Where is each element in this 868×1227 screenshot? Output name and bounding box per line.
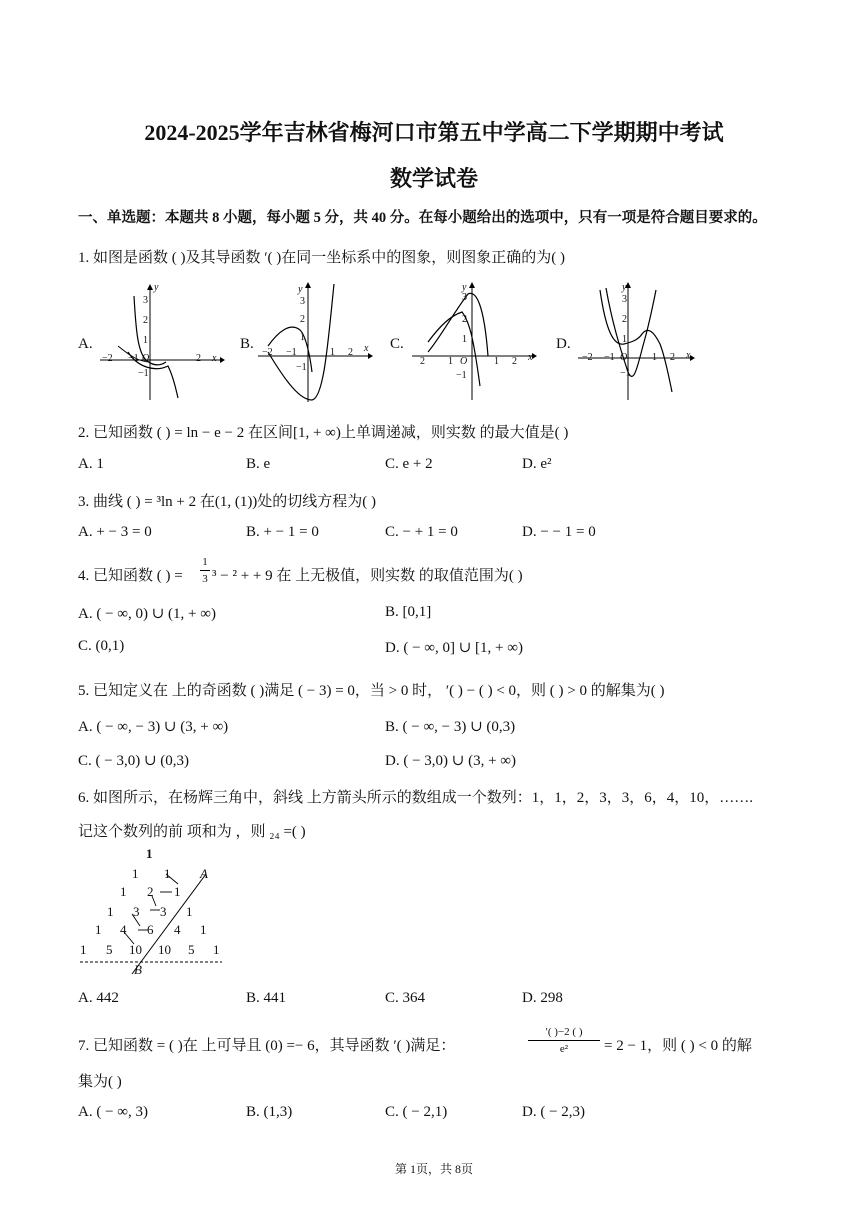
q1c-x-label: x xyxy=(528,352,533,363)
q1a-y-label: y xyxy=(154,282,159,293)
q6-stem-line1: 6. 如图所示，在杨辉三角中，斜线 上方箭头所示的数组成一个数列：1，1，2，3，3，6，4，10，……. xyxy=(78,790,754,806)
q7-frac-bar xyxy=(528,1040,600,1041)
q7-option-c: C. ( − 2,1) xyxy=(385,1104,448,1120)
q1-graph-d xyxy=(576,282,696,402)
page-footer: 第 1页，共 8页 xyxy=(394,1162,473,1176)
q1c-tick-2: 2 xyxy=(462,314,467,325)
q2-option-b: B. e xyxy=(246,456,271,472)
q1c-tick-p1: 1 xyxy=(494,356,499,367)
triangle-r4-c4: 1 xyxy=(200,922,207,937)
triangle-label-a: A xyxy=(200,866,208,881)
triangle-r5-c0: 1 xyxy=(80,942,87,957)
q4-option-a: A. ( − ∞, 0) ∪ (1, + ∞) xyxy=(78,606,216,622)
q1a-tick-p2: 2 xyxy=(196,353,201,364)
q2-stem: 2. 已知函数 ( ) = ln − e − 2 在区间[1, + ∞)上单调递减，则实数 的最大值是( ) xyxy=(78,425,569,441)
triangle-r1-c0: 1 xyxy=(132,866,139,881)
q1d-tick-p2: 2 xyxy=(670,352,675,363)
page-subtitle: 数学试卷 xyxy=(389,166,478,191)
triangle-r0-c0: 1 xyxy=(146,846,153,861)
q4-option-c: C. (0,1) xyxy=(78,638,125,654)
q1c-tick-m2: 2 xyxy=(420,356,425,367)
q7-stem-line2: 集为( ) xyxy=(78,1074,122,1090)
q1a-tick-1: 1 xyxy=(143,335,148,346)
q6-option-a: A. 442 xyxy=(78,990,119,1006)
section-header: 一、单选题：本题共 8 小题，每小题 5 分，共 40 分。在每小题给出的选项中，只有一项是符合题目要求的。 xyxy=(78,210,767,226)
page-title: 2024-2025学年吉林省梅河口市第五中学高二下学期期中考试 xyxy=(144,120,724,145)
q1b-tick-p2: 2 xyxy=(348,347,353,358)
q1a-tick-m1y: −1 xyxy=(138,368,149,379)
q1-graph-c xyxy=(410,282,538,402)
q6-option-c: C. 364 xyxy=(385,990,426,1006)
q1d-x-label: x xyxy=(686,350,691,361)
q1d-tick-1: 1 xyxy=(622,334,627,345)
q1a-tick-3: 3 xyxy=(143,295,148,306)
q2-option-a: A. 1 xyxy=(78,456,104,472)
triangle-r3-c1: 3 xyxy=(133,904,140,919)
triangle-r5-c4: 5 xyxy=(188,942,195,957)
yanghui-triangle-figure xyxy=(76,844,226,976)
q1a-tick-2: 2 xyxy=(143,315,148,326)
q1b-tick-2: 2 xyxy=(300,314,305,325)
q5-option-b: B. ( − ∞, − 3) ∪ (0,3) xyxy=(385,719,516,735)
q3-stem: 3. 曲线 ( ) = ³ln + 2 在(1, (1))处的切线方程为( ) xyxy=(78,494,377,510)
q1-graph-a xyxy=(98,282,226,400)
q5-option-d: D. ( − 3,0) ∪ (3, + ∞) xyxy=(385,753,516,769)
q7-stem-post: = 2 − 1，则 ( ) < 0 的解 xyxy=(604,1038,752,1054)
q7-frac-den: e² xyxy=(559,1043,569,1055)
q1c-tick-m1y: −1 xyxy=(456,370,467,381)
q7-frac-num: ′( )−2 ( ) xyxy=(545,1026,583,1038)
q1d-origin: O xyxy=(620,352,628,363)
q1d-tick-m2: −2 xyxy=(582,352,593,363)
q1b-x-label: x xyxy=(364,343,369,354)
q1-option-b-label: B. xyxy=(240,336,254,352)
q4-option-d: D. ( − ∞, 0] ∪ [1, + ∞) xyxy=(385,640,523,656)
q6-stem-line2: 记这个数列的前 项和为 ，则 ₂₄ =( ) xyxy=(78,824,306,840)
triangle-r3-c0: 1 xyxy=(107,904,114,919)
q1d-tick-3: 3 xyxy=(622,294,627,305)
q1b-tick-m2: −2 xyxy=(262,347,273,358)
triangle-r2-c0: 1 xyxy=(120,884,127,899)
q2-option-c: C. e + 2 xyxy=(385,456,433,472)
triangle-r5-c5: 1 xyxy=(213,942,220,957)
q1d-y-label: y xyxy=(622,282,627,293)
triangle-label-b: B xyxy=(134,962,142,977)
q1c-tick-m1: 1 xyxy=(448,356,453,367)
q7-option-b: B. (1,3) xyxy=(246,1104,293,1120)
q1b-tick-1: 1 xyxy=(300,332,305,343)
q1a-x-label: x xyxy=(212,353,217,364)
q1a-tick-m1: −1 xyxy=(128,353,139,364)
q1c-tick-p2: 2 xyxy=(512,356,517,367)
q3-option-b: B. + − 1 = 0 xyxy=(246,524,319,540)
triangle-r3-c3: 1 xyxy=(186,904,193,919)
triangle-r4-c3: 4 xyxy=(174,922,181,937)
q6-option-b: B. 441 xyxy=(246,990,287,1006)
q4-frac-den: 3 xyxy=(202,573,208,585)
q5-option-c: C. ( − 3,0) ∪ (0,3) xyxy=(78,753,190,769)
triangle-r5-c3: 10 xyxy=(158,942,171,957)
q1d-tick-p1: 1 xyxy=(652,352,657,363)
triangle-r5-c1: 5 xyxy=(106,942,113,957)
q4-frac-num: 1 xyxy=(202,556,208,568)
q7-option-a: A. ( − ∞, 3) xyxy=(78,1104,148,1120)
q1-stem: 1. 如图是函数 ( )及其导函数 ′( )在同一坐标系中的图象，则图象正确的为( ) xyxy=(78,250,566,266)
triangle-r4-c1: 4 xyxy=(120,922,127,937)
q3-option-c: C. − + 1 = 0 xyxy=(385,524,458,540)
q1c-y-label: y xyxy=(462,282,467,293)
q5-option-a: A. ( − ∞, − 3) ∪ (3, + ∞) xyxy=(78,719,229,735)
q1d-tick-2: 2 xyxy=(622,314,627,325)
triangle-r4-c0: 1 xyxy=(95,922,102,937)
q7-stem-pre: 7. 已知函数 = ( )在 上可导且 (0) =− 6，其导函数 ′( )满足： xyxy=(78,1038,456,1054)
q4-stem-pre: 4. 已知函数 ( ) = xyxy=(78,568,183,584)
q1b-tick-m1: −1 xyxy=(286,347,297,358)
q1c-tick-3: 3 xyxy=(462,292,467,303)
q1b-tick-m1y: −1 xyxy=(296,362,307,373)
q1b-y-label: y xyxy=(298,284,303,295)
q1c-tick-1: 1 xyxy=(462,334,467,345)
q6-option-d: D. 298 xyxy=(522,990,563,1006)
q4-stem-post: ³ − ² + + 9 在 上无极值，则实数 的取值范围为( ) xyxy=(212,568,523,584)
q7-option-d: D. ( − 2,3) xyxy=(522,1104,586,1120)
q1-option-c-label: C. xyxy=(390,336,404,352)
q3-option-d: D. − − 1 = 0 xyxy=(522,524,596,540)
q1a-origin: O xyxy=(142,353,150,364)
triangle-r4-c2: 6 xyxy=(147,922,154,937)
q1-option-a-label: A. xyxy=(78,336,93,352)
q3-option-a: A. + − 3 = 0 xyxy=(78,524,152,540)
triangle-r2-c1: 2 xyxy=(147,884,154,899)
q1d-tick-m1: −1 xyxy=(604,352,615,363)
q2-option-d: D. e² xyxy=(522,456,552,472)
q4-option-b: B. [0,1] xyxy=(385,604,432,620)
q1b-tick-3: 3 xyxy=(300,296,305,307)
q1-option-d-label: D. xyxy=(556,336,571,352)
triangle-r1-c1: 1 xyxy=(164,866,171,881)
q1b-tick-p1: 1 xyxy=(330,347,335,358)
triangle-r2-c2: 1 xyxy=(174,884,181,899)
q4-frac-bar xyxy=(200,570,210,571)
triangle-r5-c2: 10 xyxy=(129,942,142,957)
q5-stem: 5. 已知定义在 上的奇函数 ( )满足 ( − 3) = 0，当 > 0 时， ′( ) − ( ) < 0，则 ( ) > 0 的解集为( ) xyxy=(78,683,665,699)
triangle-r3-c2: 3 xyxy=(160,904,167,919)
q1a-tick-m2: −2 xyxy=(102,353,113,364)
q1d-tick-m1y: −1 xyxy=(620,368,631,379)
q1c-origin: O xyxy=(460,356,468,367)
q1-graph-b xyxy=(256,282,374,404)
